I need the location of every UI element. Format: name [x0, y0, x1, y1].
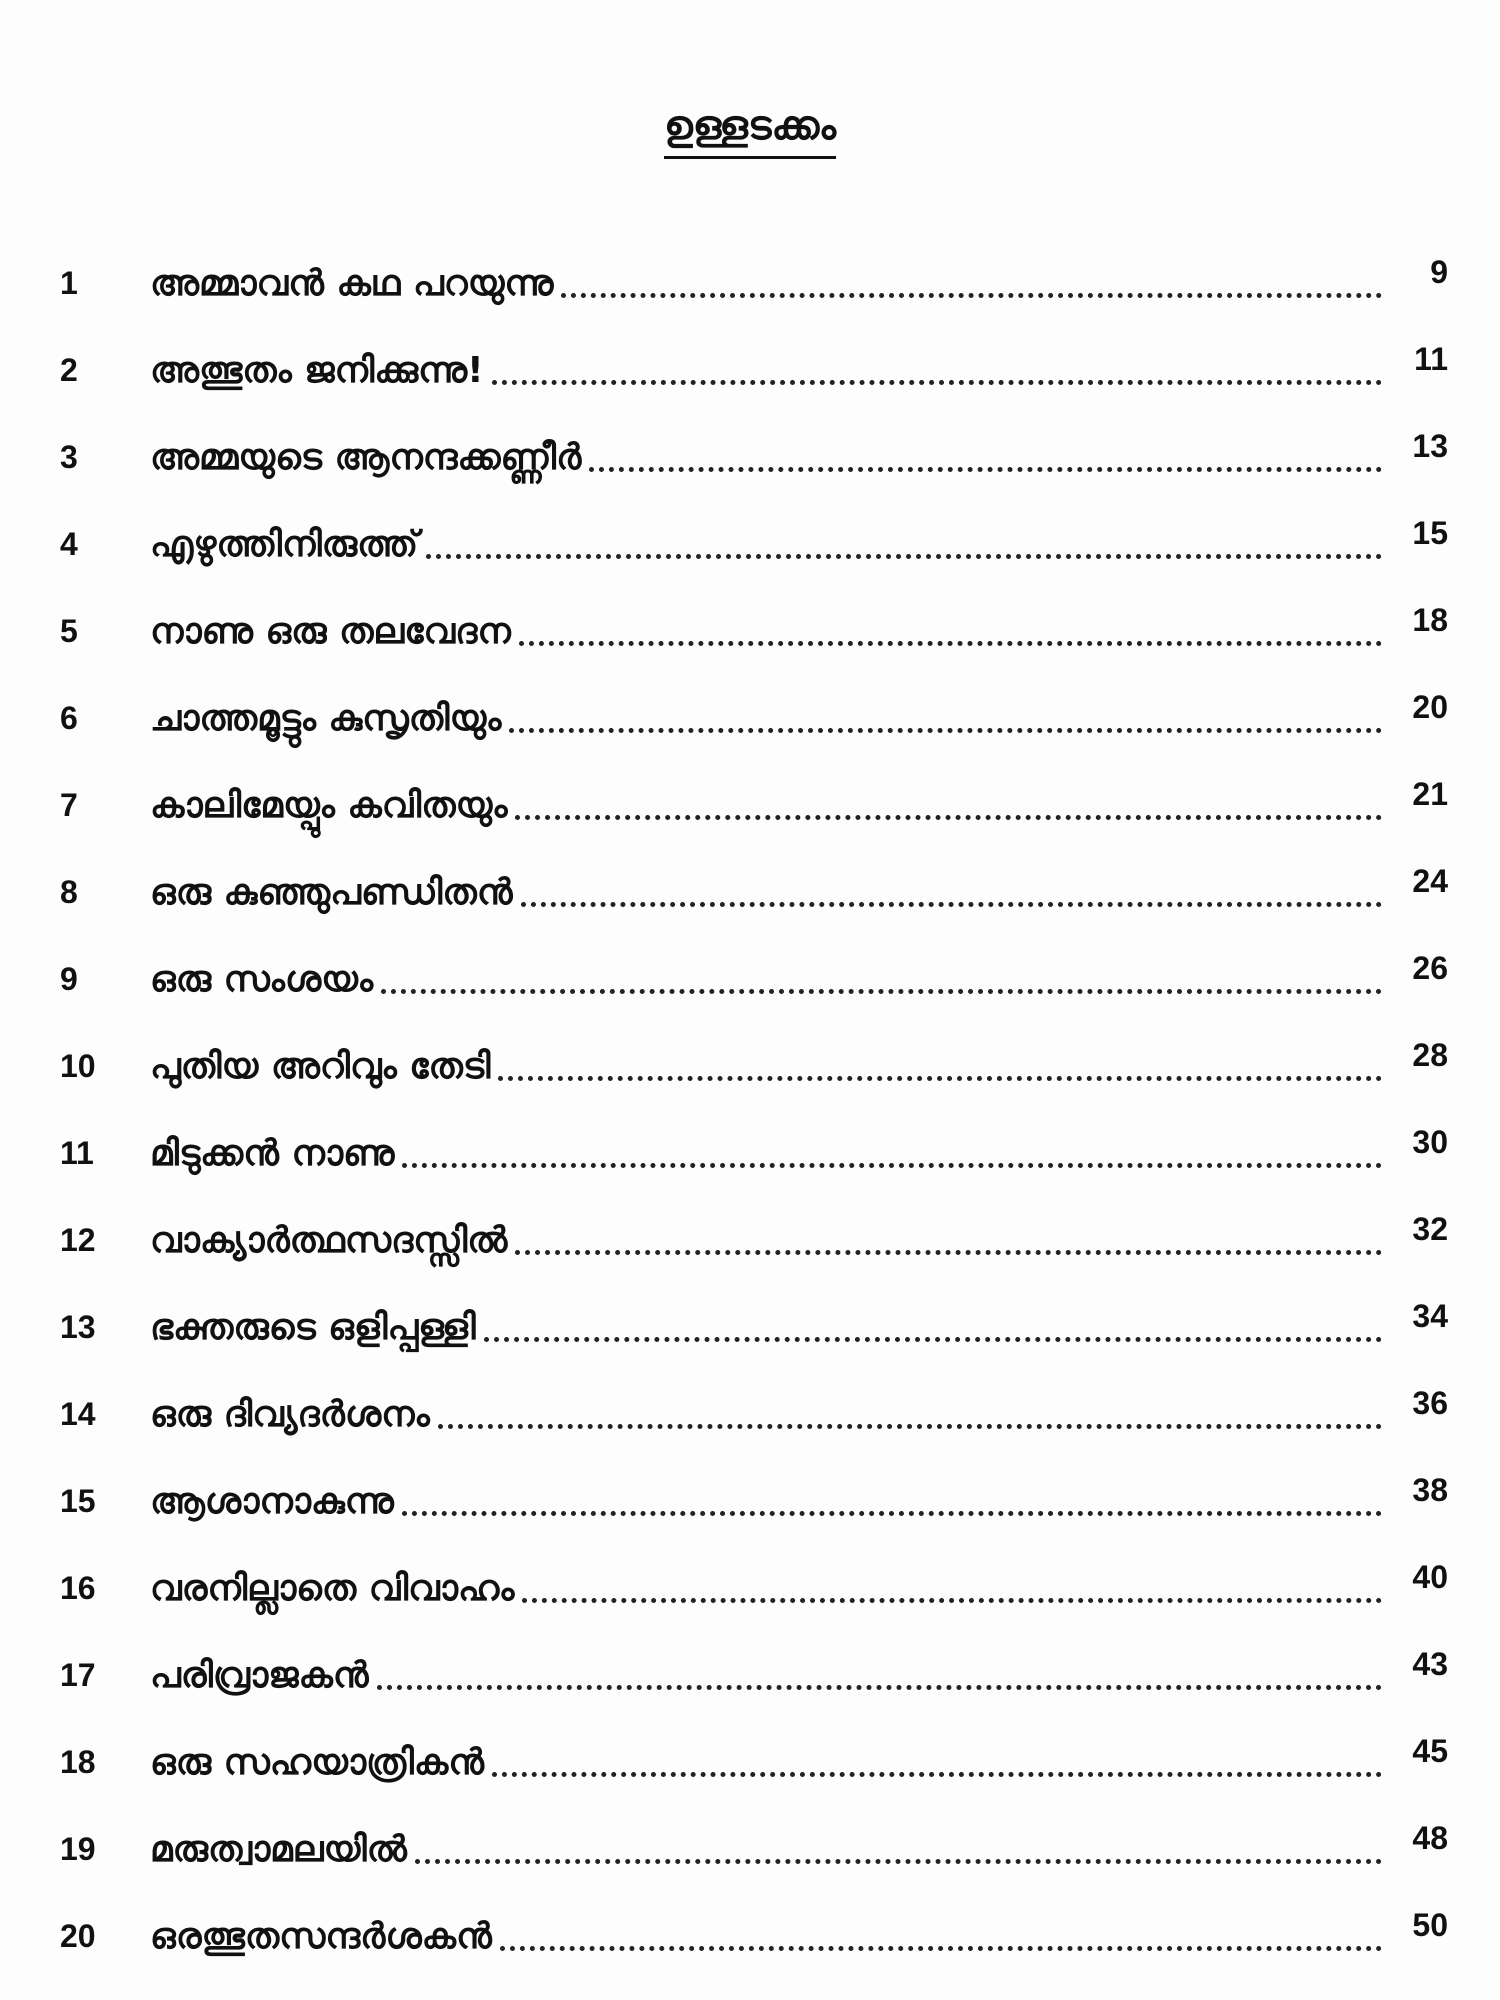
page-number: 13 — [1412, 428, 1448, 464]
page-number: 9 — [1430, 254, 1448, 290]
chapter-title: ഒരു സഹയാത്രികൻ — [150, 1742, 492, 1784]
dot-leader — [561, 293, 1382, 298]
chapter-title: മരുത്വാമലയിൽ — [150, 1829, 415, 1871]
chapter-title: ആശാനാകുന്നു — [150, 1481, 402, 1523]
chapter-number: 6 — [60, 700, 78, 736]
chapter-number: 11 — [60, 1135, 94, 1171]
dot-leader — [492, 380, 1382, 385]
dot-leader — [498, 1076, 1382, 1081]
chapter-number: 16 — [60, 1570, 96, 1606]
table-of-contents — [60, 240, 1460, 1980]
chapter-title: ഒരു ദിവ്യദർശനം — [150, 1394, 438, 1436]
page-number: 11 — [1414, 341, 1448, 377]
dot-leader — [500, 1946, 1382, 1951]
page-number: 40 — [1412, 1559, 1448, 1595]
chapter-title: പുതിയ അറിവും തേടി — [150, 1046, 498, 1088]
dot-leader — [426, 554, 1382, 559]
dot-leader — [438, 1424, 1382, 1429]
page-number: 38 — [1412, 1472, 1448, 1508]
chapter-number: 9 — [60, 961, 78, 997]
chapter-number: 8 — [60, 874, 78, 910]
chapter-title: ഒരത്ഭുതസന്ദർശകൻ — [150, 1916, 500, 1958]
dot-leader — [589, 467, 1382, 472]
dot-leader — [509, 728, 1382, 733]
toc-entry — [60, 414, 1460, 501]
toc-entry — [60, 1806, 1460, 1893]
chapter-number: 18 — [60, 1744, 96, 1780]
dot-leader — [515, 1250, 1382, 1255]
page-number: 20 — [1412, 689, 1448, 725]
dot-leader — [377, 1685, 1382, 1690]
chapter-number: 10 — [60, 1048, 96, 1084]
page-number: 36 — [1412, 1385, 1448, 1421]
page-number: 48 — [1412, 1820, 1448, 1856]
chapter-number: 20 — [60, 1918, 96, 1954]
page-title — [0, 102, 1500, 159]
chapter-title: ഒരു സംശയം — [150, 959, 381, 1001]
toc-entry — [60, 762, 1460, 849]
toc-entry — [60, 588, 1460, 675]
toc-entry — [60, 675, 1460, 762]
toc-entry — [60, 1110, 1460, 1197]
chapter-number: 13 — [60, 1309, 96, 1345]
chapter-number: 2 — [60, 352, 78, 388]
chapter-title: എഴുത്തിനിരുത്ത് — [150, 524, 426, 566]
toc-entry — [60, 1545, 1460, 1632]
dot-leader — [415, 1859, 1382, 1864]
toc-entry — [60, 501, 1460, 588]
page-number: 34 — [1412, 1298, 1448, 1334]
toc-entry — [60, 240, 1460, 327]
chapter-number: 7 — [60, 787, 78, 823]
page-number: 28 — [1412, 1037, 1448, 1073]
page-number: 21 — [1412, 776, 1448, 812]
toc-entry — [60, 1893, 1460, 1980]
dot-leader — [519, 641, 1382, 646]
dot-leader — [484, 1337, 1382, 1342]
page-number: 43 — [1412, 1646, 1448, 1682]
page-number: 18 — [1412, 602, 1448, 638]
page-number: 15 — [1412, 515, 1448, 551]
chapter-title: മിടുക്കൻ നാണു — [150, 1133, 402, 1175]
chapter-title: വാക്യാർത്ഥസദസ്സിൽ — [150, 1220, 515, 1262]
chapter-title: പരിവ്രാജകൻ — [150, 1655, 377, 1697]
chapter-number: 5 — [60, 613, 78, 649]
page-number: 30 — [1412, 1124, 1448, 1160]
page-number: 32 — [1412, 1211, 1448, 1247]
toc-entry — [60, 1023, 1460, 1110]
chapter-number: 17 — [60, 1657, 96, 1693]
chapter-number: 19 — [60, 1831, 96, 1867]
chapter-number: 1 — [60, 265, 78, 301]
chapter-title: നാണു ഒരു തലവേദന — [150, 611, 519, 653]
toc-entry — [60, 327, 1460, 414]
page-number: 45 — [1412, 1733, 1448, 1769]
dot-leader — [402, 1511, 1382, 1516]
chapter-number: 3 — [60, 439, 78, 475]
page-number: 50 — [1412, 1907, 1448, 1943]
dot-leader — [381, 989, 1382, 994]
chapter-title: അത്ഭുതം ജനിക്കുന്നു! — [150, 350, 492, 392]
page-number: 26 — [1412, 950, 1448, 986]
toc-entry — [60, 1284, 1460, 1371]
chapter-number: 14 — [60, 1396, 96, 1432]
chapter-title: ചാത്തമൂട്ടും കുസൃതിയും — [150, 698, 509, 740]
dot-leader — [402, 1163, 1382, 1168]
dot-leader — [521, 902, 1383, 907]
chapter-title: കാലിമേയ്പും കവിതയും — [150, 785, 515, 827]
dot-leader — [492, 1772, 1382, 1777]
contents-heading: ഉള്ളടക്കം — [664, 102, 836, 159]
toc-entry — [60, 1371, 1460, 1458]
page-number: 24 — [1412, 863, 1448, 899]
chapter-title: വരനില്ലാതെ വിവാഹം — [150, 1568, 522, 1610]
toc-entry — [60, 849, 1460, 936]
dot-leader — [522, 1598, 1382, 1603]
chapter-title: അമ്മയുടെ ആനന്ദക്കണ്ണീർ — [150, 437, 589, 479]
dot-leader — [515, 815, 1382, 820]
toc-entry — [60, 1458, 1460, 1545]
chapter-number: 15 — [60, 1483, 96, 1519]
toc-entry — [60, 1632, 1460, 1719]
chapter-title: ഭക്തരുടെ ഒളിപ്പള്ളി — [150, 1307, 484, 1349]
chapter-title: ഒരു കുഞ്ഞുപണ്ഡിതൻ — [150, 872, 521, 914]
chapter-number: 4 — [60, 526, 78, 562]
chapter-number: 12 — [60, 1222, 96, 1258]
toc-entry — [60, 936, 1460, 1023]
toc-entry — [60, 1197, 1460, 1284]
toc-entry — [60, 1719, 1460, 1806]
chapter-title: അമ്മാവൻ കഥ പറയുന്നു — [150, 263, 561, 305]
